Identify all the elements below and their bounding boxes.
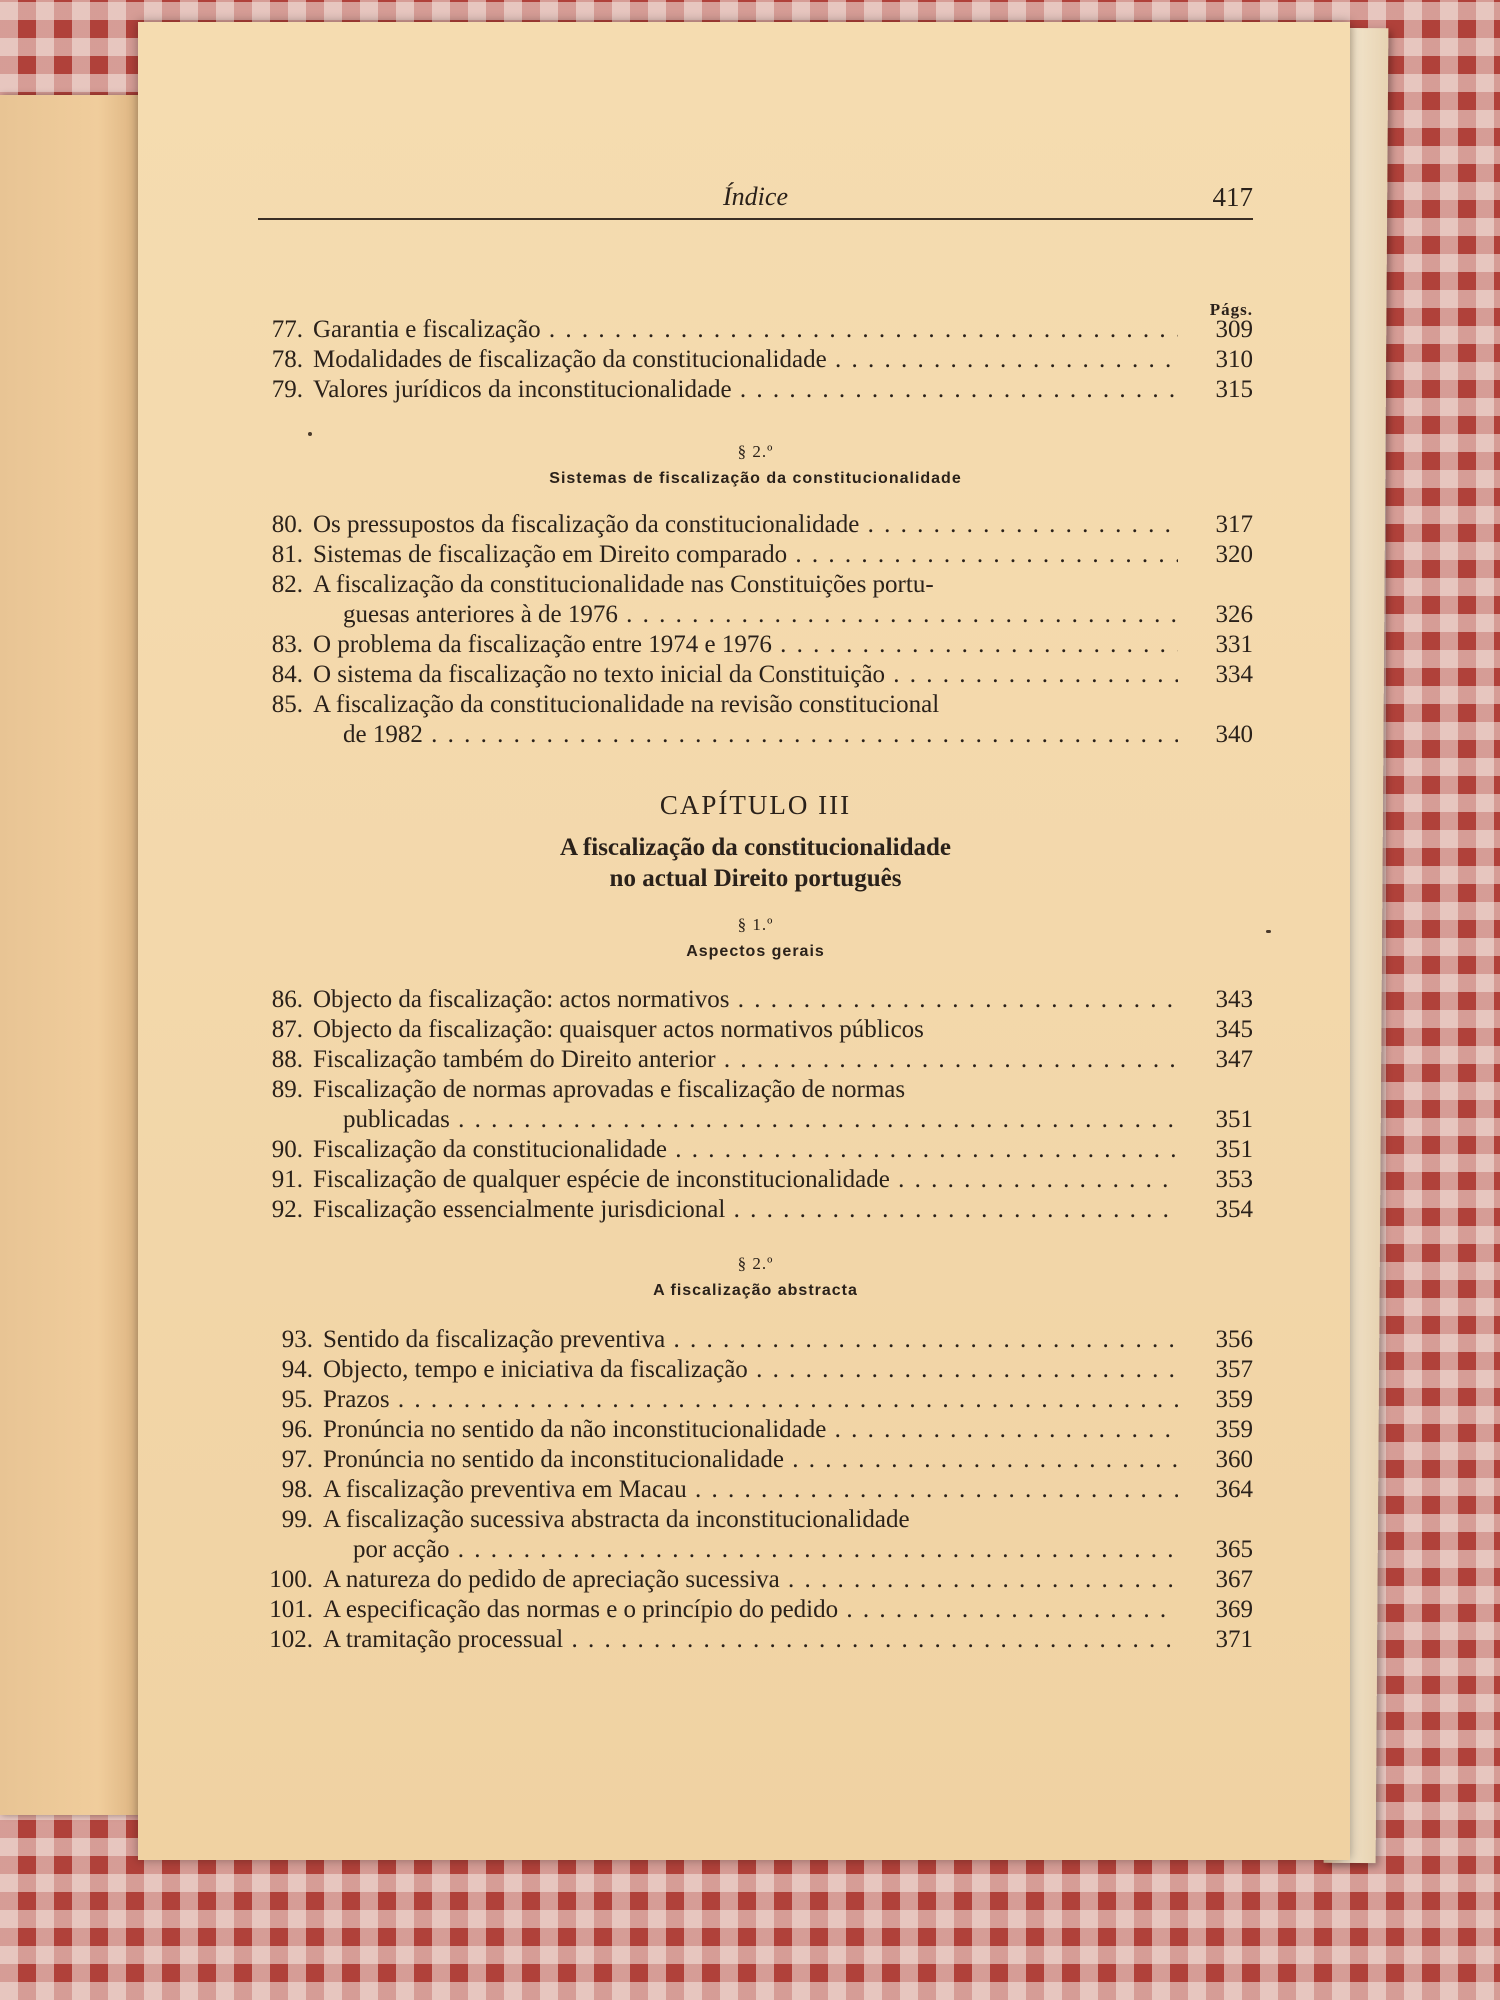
page-number: 417: [1212, 182, 1253, 212]
entry-page: 359: [1215, 1386, 1253, 1413]
entry-title: Fiscalização de normas aprovadas e fiscalização de normas: [313, 1076, 906, 1103]
entry-title-continuation: publicadas . . .: [343, 1105, 1178, 1135]
stray-mark: [1266, 930, 1271, 933]
entry-title-continuation: guesas anteriores à de 1976 . . .: [343, 600, 1178, 630]
chapter-label: CAPÍTULO III: [659, 790, 852, 820]
entry-title-continuation: de 1982 . . .: [343, 720, 1178, 750]
entry-number: 83.: [271, 631, 303, 658]
entry-title: Objecto, tempo e iniciativa da fiscalização . . .: [323, 1355, 1178, 1385]
entry-title: Valores jurídicos da inconstitucionalidade . . .: [313, 375, 1178, 405]
entry-number: 87.: [271, 1016, 303, 1043]
entry-title: A fiscalização da constitucionalidade na revisão constitucional: [313, 691, 940, 718]
section-title: Sistemas de fiscalização da constitucionalidade: [549, 470, 962, 487]
entry-title: A fiscalização sucessiva abstracta da inconstitucionalidade: [323, 1506, 910, 1533]
entry-title: Modalidades de fiscalização da constitucionalidade . . .: [313, 345, 1178, 375]
entry-title: O problema da fiscalização entre 1974 e 1976 . . .: [313, 630, 1178, 660]
entry-number: 93.: [281, 1326, 313, 1353]
facing-page: [0, 95, 140, 1815]
entry-number: 89.: [271, 1076, 303, 1103]
entry-page: 343: [1215, 986, 1253, 1013]
entry-title: A especificação das normas e o princípio do pedido . . .: [323, 1595, 1178, 1625]
section-mark: § 1.º: [737, 915, 774, 934]
entry-page: 315: [1215, 376, 1253, 403]
entry-title: Objecto da fiscalização: quaisquer actos normativos públicos: [313, 1016, 924, 1043]
entry-page: 309: [1215, 316, 1253, 343]
entry-number: 82.: [271, 571, 303, 598]
entry-number: 80.: [271, 511, 303, 538]
running-title: Índice: [723, 182, 788, 211]
chapter-title-line1: A fiscalização da constitucionalidade: [560, 834, 951, 861]
entry-title: O sistema da fiscalização no texto inicial da Constituição . . .: [313, 660, 1178, 690]
running-head: [258, 162, 1253, 222]
entry-title: A natureza do pedido de apreciação sucessiva . . .: [323, 1565, 1178, 1595]
entry-page: 351: [1215, 1106, 1253, 1133]
stray-mark: [308, 432, 312, 436]
entry-number: 95.: [281, 1386, 313, 1413]
entry-page: 371: [1215, 1626, 1253, 1653]
entry-title: Fiscalização essencialmente jurisdicional . . .: [313, 1195, 1178, 1225]
entry-title: Prazos . . .: [323, 1385, 1178, 1415]
entry-page: 353: [1215, 1166, 1253, 1193]
section-title: Aspectos gerais: [686, 943, 825, 960]
entry-number: 88.: [271, 1046, 303, 1073]
entry-title: Garantia e fiscalização . . .: [313, 315, 1178, 345]
header-rule: [258, 218, 1253, 220]
entry-title: Fiscalização de qualquer espécie de inconstitucionalidade . . .: [313, 1165, 1178, 1195]
entry-number: 94.: [281, 1356, 313, 1383]
entry-title: Sentido da fiscalização preventiva . . .: [323, 1325, 1178, 1355]
entry-number: 97.: [281, 1446, 313, 1473]
entry-number: 85.: [271, 691, 303, 718]
entry-number: 96.: [281, 1416, 313, 1443]
entry-page: 360: [1215, 1446, 1253, 1473]
entry-page: 369: [1215, 1596, 1253, 1623]
entry-number: 102.: [269, 1626, 313, 1653]
entry-page: 367: [1215, 1566, 1253, 1593]
entry-title: Fiscalização também do Direito anterior . . .: [313, 1045, 1178, 1075]
entry-number: 101.: [269, 1596, 313, 1623]
entry-page: 354: [1215, 1196, 1253, 1223]
section-mark: § 2.º: [737, 1254, 774, 1273]
entry-title: A tramitação processual . . .: [323, 1625, 1178, 1655]
entry-title: Os pressupostos da fiscalização da constitucionalidade . . .: [313, 510, 1178, 540]
toc-entry[interactable]: [258, 570, 1253, 630]
entry-number: 98.: [281, 1476, 313, 1503]
entry-number: 90.: [271, 1136, 303, 1163]
entry-number: 99.: [281, 1506, 313, 1533]
entry-title: Pronúncia no sentido da não inconstitucionalidade . . .: [323, 1415, 1178, 1445]
toc-entry[interactable]: [258, 1075, 1253, 1135]
section-title: A fiscalização abstracta: [653, 1282, 858, 1299]
chapter-title-line2: no actual Direito português: [609, 865, 902, 892]
entry-page: 359: [1215, 1416, 1253, 1443]
entry-page: 356: [1215, 1326, 1253, 1353]
entry-page: 320: [1215, 541, 1253, 568]
entry-page: 340: [1215, 721, 1253, 748]
toc-entry[interactable]: [258, 690, 1253, 750]
entry-page: 317: [1215, 511, 1253, 538]
entry-page: 331: [1215, 631, 1253, 658]
entry-page: 365: [1215, 1536, 1253, 1563]
entry-number: 91.: [271, 1166, 303, 1193]
entry-title-continuation: por acção . . .: [353, 1535, 1178, 1565]
entry-title: Pronúncia no sentido da inconstitucionalidade . . .: [323, 1445, 1178, 1475]
toc-entry[interactable]: [258, 1505, 1253, 1565]
entry-number: 77.: [271, 316, 303, 343]
entry-page: 326: [1215, 601, 1253, 628]
entry-number: 100.: [269, 1566, 313, 1593]
entry-number: 81.: [271, 541, 303, 568]
pages-column-label: Págs.: [1209, 300, 1253, 319]
entry-page: 334: [1215, 661, 1253, 688]
entry-title: A fiscalização preventiva em Macau . . .: [323, 1475, 1178, 1505]
entry-number: 92.: [271, 1196, 303, 1223]
entry-number: 79.: [271, 376, 303, 403]
entry-page: 347: [1215, 1046, 1253, 1073]
book-page: [138, 22, 1350, 1860]
entry-page: 357: [1215, 1356, 1253, 1383]
entry-page: 345: [1215, 1016, 1253, 1043]
entry-title: Sistemas de fiscalização em Direito comparado . . .: [313, 540, 1178, 570]
entry-number: 86.: [271, 986, 303, 1013]
entry-page: 310: [1215, 346, 1253, 373]
entry-title: Fiscalização da constitucionalidade . . .: [313, 1135, 1178, 1165]
entry-number: 78.: [271, 346, 303, 373]
section-mark: § 2.º: [737, 442, 774, 461]
entry-page: 351: [1215, 1136, 1253, 1163]
entry-title: A fiscalização da constitucionalidade nas Constituições portu-: [313, 571, 934, 598]
entry-title: Objecto da fiscalização: actos normativos . . .: [313, 985, 1178, 1015]
entry-number: 84.: [271, 661, 303, 688]
entry-page: 364: [1215, 1476, 1253, 1503]
